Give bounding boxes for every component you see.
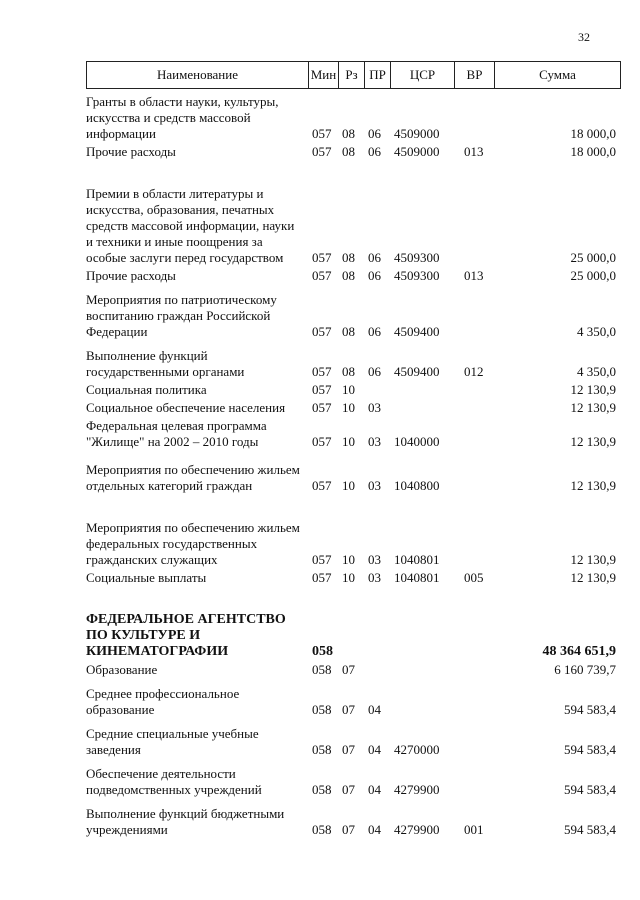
cell-rz [338, 588, 364, 662]
header-vr: ВР [455, 62, 495, 89]
cell-min: 058 [312, 822, 332, 837]
cell-csr [390, 400, 454, 418]
table-row [86, 570, 620, 588]
cell-min: 058 [312, 782, 332, 797]
cell-pr: 03 [368, 478, 381, 493]
cell-rz: 08 [342, 364, 355, 379]
cell-vr [454, 496, 494, 570]
cell-min: 057 [312, 382, 332, 397]
table-row [86, 162, 620, 268]
cell-name: ФЕДЕРАЛЬНОЕ АГЕНТСТВО ПО КУЛЬТУРЕ И КИНЕМАТОГРАФИИ [86, 612, 286, 659]
cell-min: 058 [312, 742, 332, 757]
cell-sum: 25 000,0 [570, 250, 616, 265]
table-row [86, 496, 620, 570]
cell-sum: 594 583,4 [564, 742, 616, 757]
cell-pr: 04 [368, 702, 381, 717]
cell-vr [454, 162, 494, 268]
header-sum: Сумма [495, 62, 621, 89]
table-row [86, 400, 620, 418]
cell-csr: 1040800 [394, 478, 440, 493]
header-csr: ЦСР [391, 62, 455, 89]
cell-name: Гранты в области науки, культуры, искусства и средств массовой информации [86, 94, 279, 141]
table-row [86, 418, 620, 452]
cell-sum: 4 350,0 [577, 364, 616, 379]
cell-min: 057 [312, 434, 332, 449]
table-row [86, 800, 620, 840]
cell-csr: 4509000 [394, 126, 440, 141]
cell-pr: 06 [368, 144, 381, 159]
table-header [86, 61, 621, 89]
cell-csr: 4509400 [394, 364, 440, 379]
cell-vr: 013 [464, 268, 484, 283]
table-row [86, 286, 620, 342]
cell-csr [390, 662, 454, 680]
cell-min: 057 [312, 324, 332, 339]
cell-csr: 4509000 [394, 144, 440, 159]
cell-vr [454, 382, 494, 400]
cell-vr [454, 400, 494, 418]
cell-rz: 10 [342, 570, 355, 585]
table-row [86, 268, 620, 286]
cell-min: 057 [312, 144, 332, 159]
cell-pr [364, 382, 390, 400]
cell-pr: 03 [368, 434, 381, 449]
cell-min: 057 [312, 250, 332, 265]
cell-sum: 48 364 651,9 [542, 644, 616, 659]
table-row [86, 94, 620, 144]
cell-pr: 03 [368, 570, 381, 585]
cell-vr [454, 588, 494, 662]
cell-min: 058 [312, 702, 332, 717]
cell-vr: 001 [464, 822, 484, 837]
cell-name: Премии в области литературы и искусства, образования, печатных средств массовой информации, науки и техники и иные поощрения за особые заслуги перед государством [86, 186, 295, 265]
cell-pr: 04 [368, 742, 381, 757]
cell-name: Выполнение функций государственными органами [86, 348, 245, 379]
cell-name: Мероприятия по обеспечению жильем федеральных государственных гражданских служащих [86, 520, 300, 567]
header-pr: ПР [365, 62, 391, 89]
cell-rz: 08 [342, 144, 355, 159]
cell-csr: 1040801 [394, 570, 440, 585]
cell-sum: 594 583,4 [564, 822, 616, 837]
cell-vr [454, 452, 494, 496]
cell-vr: 005 [464, 570, 484, 585]
page-number: 32 [578, 30, 590, 44]
cell-sum: 12 130,9 [570, 478, 616, 493]
cell-pr: 06 [368, 250, 381, 265]
cell-rz: 08 [342, 324, 355, 339]
cell-vr [454, 720, 494, 760]
cell-csr [390, 680, 454, 720]
cell-name: Средние специальные учебные заведения [86, 726, 259, 757]
cell-rz: 10 [342, 478, 355, 493]
cell-vr [454, 286, 494, 342]
cell-min: 057 [312, 268, 332, 283]
cell-name: Выполнение функций бюджетными учреждениями [86, 806, 285, 837]
cell-csr: 4509300 [394, 268, 440, 283]
cell-sum: 12 130,9 [570, 400, 616, 415]
table-row [86, 342, 620, 382]
cell-rz: 07 [342, 662, 355, 677]
cell-sum: 18 000,0 [570, 144, 616, 159]
cell-rz: 10 [342, 552, 355, 567]
cell-name: Федеральная целевая программа "Жилище" на 2002 – 2010 годы [86, 418, 267, 449]
cell-sum: 18 000,0 [570, 126, 616, 141]
table-row [86, 588, 620, 662]
cell-rz: 07 [342, 822, 355, 837]
header-name: Наименование [87, 62, 309, 89]
cell-csr [390, 588, 454, 662]
header-row [87, 62, 621, 89]
cell-name: Мероприятия по патриотическому воспитанию граждан Российской Федерации [86, 292, 277, 339]
table-row [86, 662, 620, 680]
cell-name: Социальные выплаты [86, 570, 207, 585]
cell-name: Социальное обеспечение населения [86, 400, 286, 415]
cell-min: 057 [312, 570, 332, 585]
cell-pr: 04 [368, 782, 381, 797]
cell-pr: 06 [368, 126, 381, 141]
cell-rz: 08 [342, 250, 355, 265]
cell-pr [364, 662, 390, 680]
cell-csr: 1040801 [394, 552, 440, 567]
cell-vr [454, 94, 494, 144]
cell-pr: 03 [368, 400, 381, 415]
cell-min: 057 [312, 126, 332, 141]
cell-csr: 4509400 [394, 324, 440, 339]
table-row [86, 760, 620, 800]
cell-pr: 06 [368, 364, 381, 379]
cell-vr [454, 680, 494, 720]
cell-sum: 12 130,9 [570, 570, 616, 585]
table-row [86, 680, 620, 720]
cell-csr: 4270000 [394, 742, 440, 757]
cell-sum: 12 130,9 [570, 434, 616, 449]
cell-rz: 07 [342, 782, 355, 797]
cell-sum: 12 130,9 [570, 382, 616, 397]
cell-rz: 10 [342, 434, 355, 449]
table-row [86, 452, 620, 496]
cell-pr [364, 588, 390, 662]
cell-rz: 08 [342, 268, 355, 283]
cell-name: Образование [86, 662, 158, 677]
cell-sum: 594 583,4 [564, 702, 616, 717]
cell-rz: 10 [342, 400, 355, 415]
cell-csr [390, 382, 454, 400]
cell-sum: 12 130,9 [570, 552, 616, 567]
header-min: Мин [309, 62, 339, 89]
cell-rz: 08 [342, 126, 355, 141]
cell-csr: 4509300 [394, 250, 440, 265]
table-row [86, 382, 620, 400]
cell-pr: 04 [368, 822, 381, 837]
cell-name: Прочие расходы [86, 144, 176, 159]
cell-min: 057 [312, 552, 332, 567]
cell-sum: 4 350,0 [577, 324, 616, 339]
cell-pr: 06 [368, 324, 381, 339]
cell-name: Среднее профессиональное образование [86, 686, 240, 717]
table-row [86, 720, 620, 760]
cell-name: Социальная политика [86, 382, 207, 397]
cell-csr: 4279900 [394, 782, 440, 797]
cell-sum: 25 000,0 [570, 268, 616, 283]
cell-vr [454, 760, 494, 800]
cell-rz: 07 [342, 702, 355, 717]
cell-pr: 03 [368, 552, 381, 567]
budget-table [86, 94, 620, 840]
cell-sum: 594 583,4 [564, 782, 616, 797]
cell-name: Обеспечение деятельности подведомственных учреждений [86, 766, 262, 797]
cell-csr: 4279900 [394, 822, 440, 837]
cell-name: Мероприятия по обеспечению жильем отдельных категорий граждан [86, 462, 300, 493]
cell-vr: 012 [464, 364, 484, 379]
cell-min: 057 [312, 478, 332, 493]
cell-min: 057 [312, 364, 332, 379]
cell-vr [454, 418, 494, 452]
cell-vr [454, 662, 494, 680]
table-row [86, 144, 620, 162]
cell-rz: 10 [342, 382, 355, 397]
cell-min: 058 [312, 662, 332, 677]
cell-min: 057 [312, 400, 332, 415]
header-rz: Рз [339, 62, 365, 89]
cell-min: 058 [312, 644, 333, 659]
cell-pr: 06 [368, 268, 381, 283]
cell-rz: 07 [342, 742, 355, 757]
cell-csr: 1040000 [394, 434, 440, 449]
cell-vr: 013 [464, 144, 484, 159]
cell-name: Прочие расходы [86, 268, 176, 283]
cell-sum: 6 160 739,7 [554, 662, 616, 677]
